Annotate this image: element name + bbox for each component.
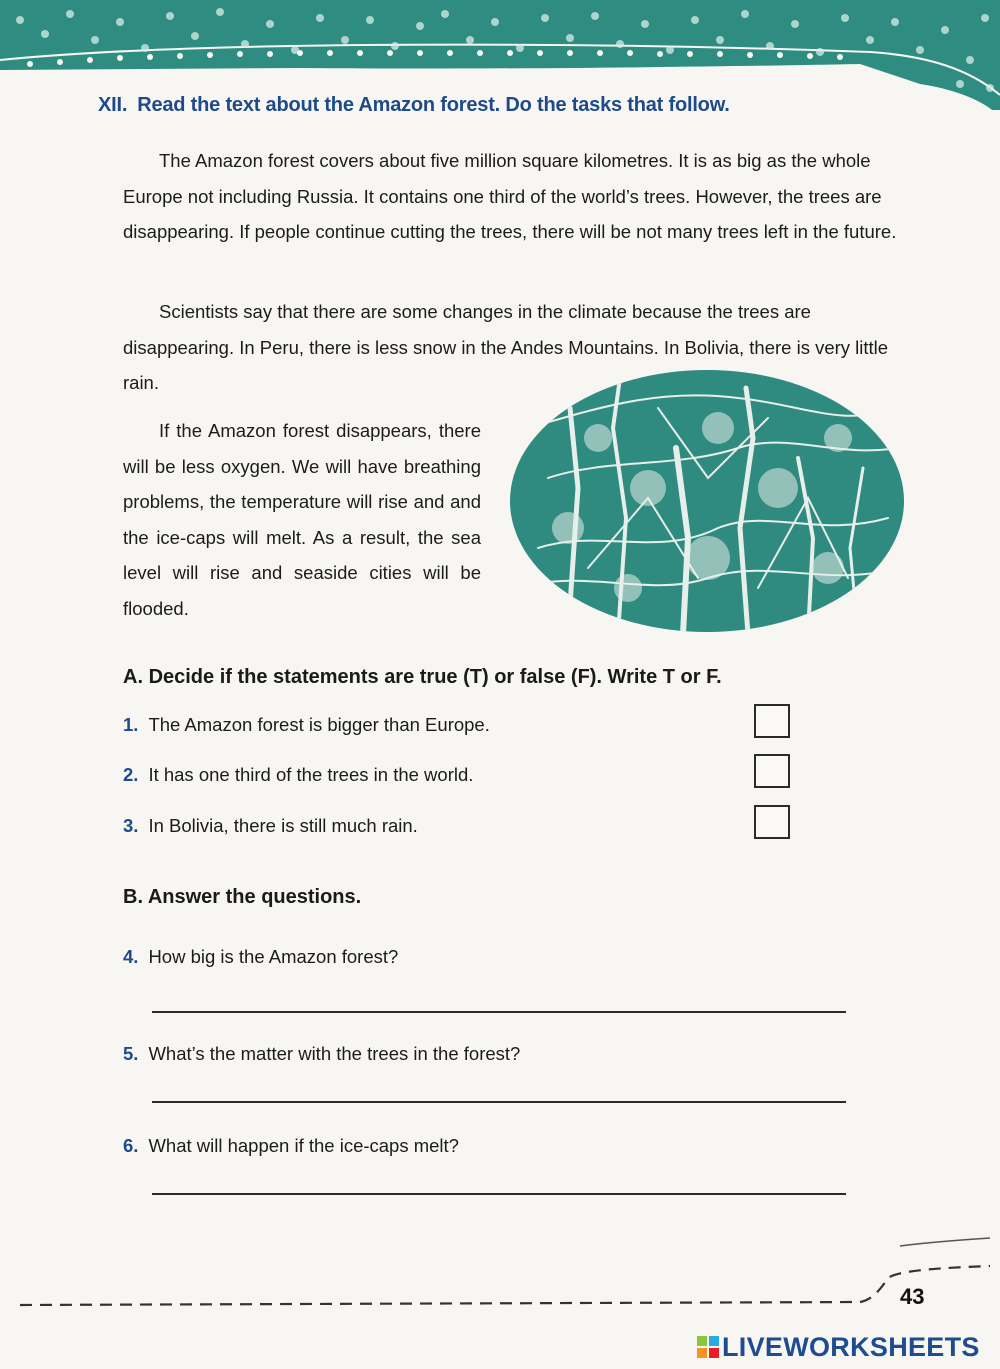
task-b-instruction: Answer the questions. xyxy=(147,886,362,908)
statement-2 xyxy=(123,764,473,786)
statement-number: 3. xyxy=(123,815,139,836)
question-4-answer-line[interactable] xyxy=(152,1011,846,1013)
passage-paragraph-3: If the Amazon forest disappears, there will be less oxygen. We will have breathing problems, the temperature will rise and and the ice-caps will melt. As a result, the sea level will rise and seaside cities will be flooded. xyxy=(123,420,481,619)
section-title xyxy=(98,94,730,117)
question-5-answer-line[interactable] xyxy=(152,1101,846,1103)
question-5 xyxy=(123,1043,520,1065)
section-title-text: Read the text about the Amazon forest. Do the tasks that follow. xyxy=(137,94,730,116)
question-text: What will happen if the ice-caps melt? xyxy=(148,1135,459,1156)
section-number: XII. xyxy=(98,94,128,116)
statement-number: 2. xyxy=(123,764,139,785)
question-text: What’s the matter with the trees in the forest? xyxy=(148,1043,521,1064)
statement-text: It has one third of the trees in the world. xyxy=(148,764,474,785)
question-number: 5. xyxy=(123,1043,139,1064)
task-a-heading xyxy=(123,666,722,689)
liveworksheets-logo xyxy=(697,1330,980,1364)
statement-3-answer-box[interactable] xyxy=(754,805,790,839)
task-a-label: A. xyxy=(123,666,143,688)
statement-text: In Bolivia, there is still much rain. xyxy=(148,815,418,836)
question-number: 6. xyxy=(123,1135,139,1156)
footer-dashed-line xyxy=(0,1230,1000,1320)
question-number: 4. xyxy=(123,946,139,967)
passage-paragraph-2: Scientists say that there are some changes in the climate because the trees are disappearing. In Peru, there is less snow in the Andes Mountains. In Bolivia, there is very little rain. xyxy=(123,301,889,393)
page-number: 43 xyxy=(900,1284,925,1309)
statement-1-answer-box[interactable] xyxy=(754,704,790,738)
question-6-answer-line[interactable] xyxy=(152,1193,846,1195)
statement-2-answer-box[interactable] xyxy=(754,754,790,788)
statement-1 xyxy=(123,714,490,736)
statement-text: The Amazon forest is bigger than Europe. xyxy=(148,714,490,735)
question-text: How big is the Amazon forest? xyxy=(148,946,399,967)
statement-3 xyxy=(123,815,418,837)
amazon-forest-image xyxy=(508,368,906,634)
liveworksheets-grid-icon xyxy=(697,1336,719,1358)
task-a-instruction: Decide if the statements are true (T) or false (F). Write T or F. xyxy=(148,666,722,688)
task-b-label: B. xyxy=(123,886,143,908)
question-6 xyxy=(123,1135,459,1157)
statement-number: 1. xyxy=(123,714,139,735)
brand-name: LIVEWORKSHEETS xyxy=(722,1331,980,1362)
question-4 xyxy=(123,946,398,968)
task-b-heading xyxy=(123,886,361,909)
passage-paragraph-1: The Amazon forest covers about five million square kilometres. It is as big as the whole Europe not including Russia. It contains one third of the world’s trees. However, the trees are disappearing. If people continue cutting the trees, there will be not many trees left in the future. xyxy=(123,150,897,242)
